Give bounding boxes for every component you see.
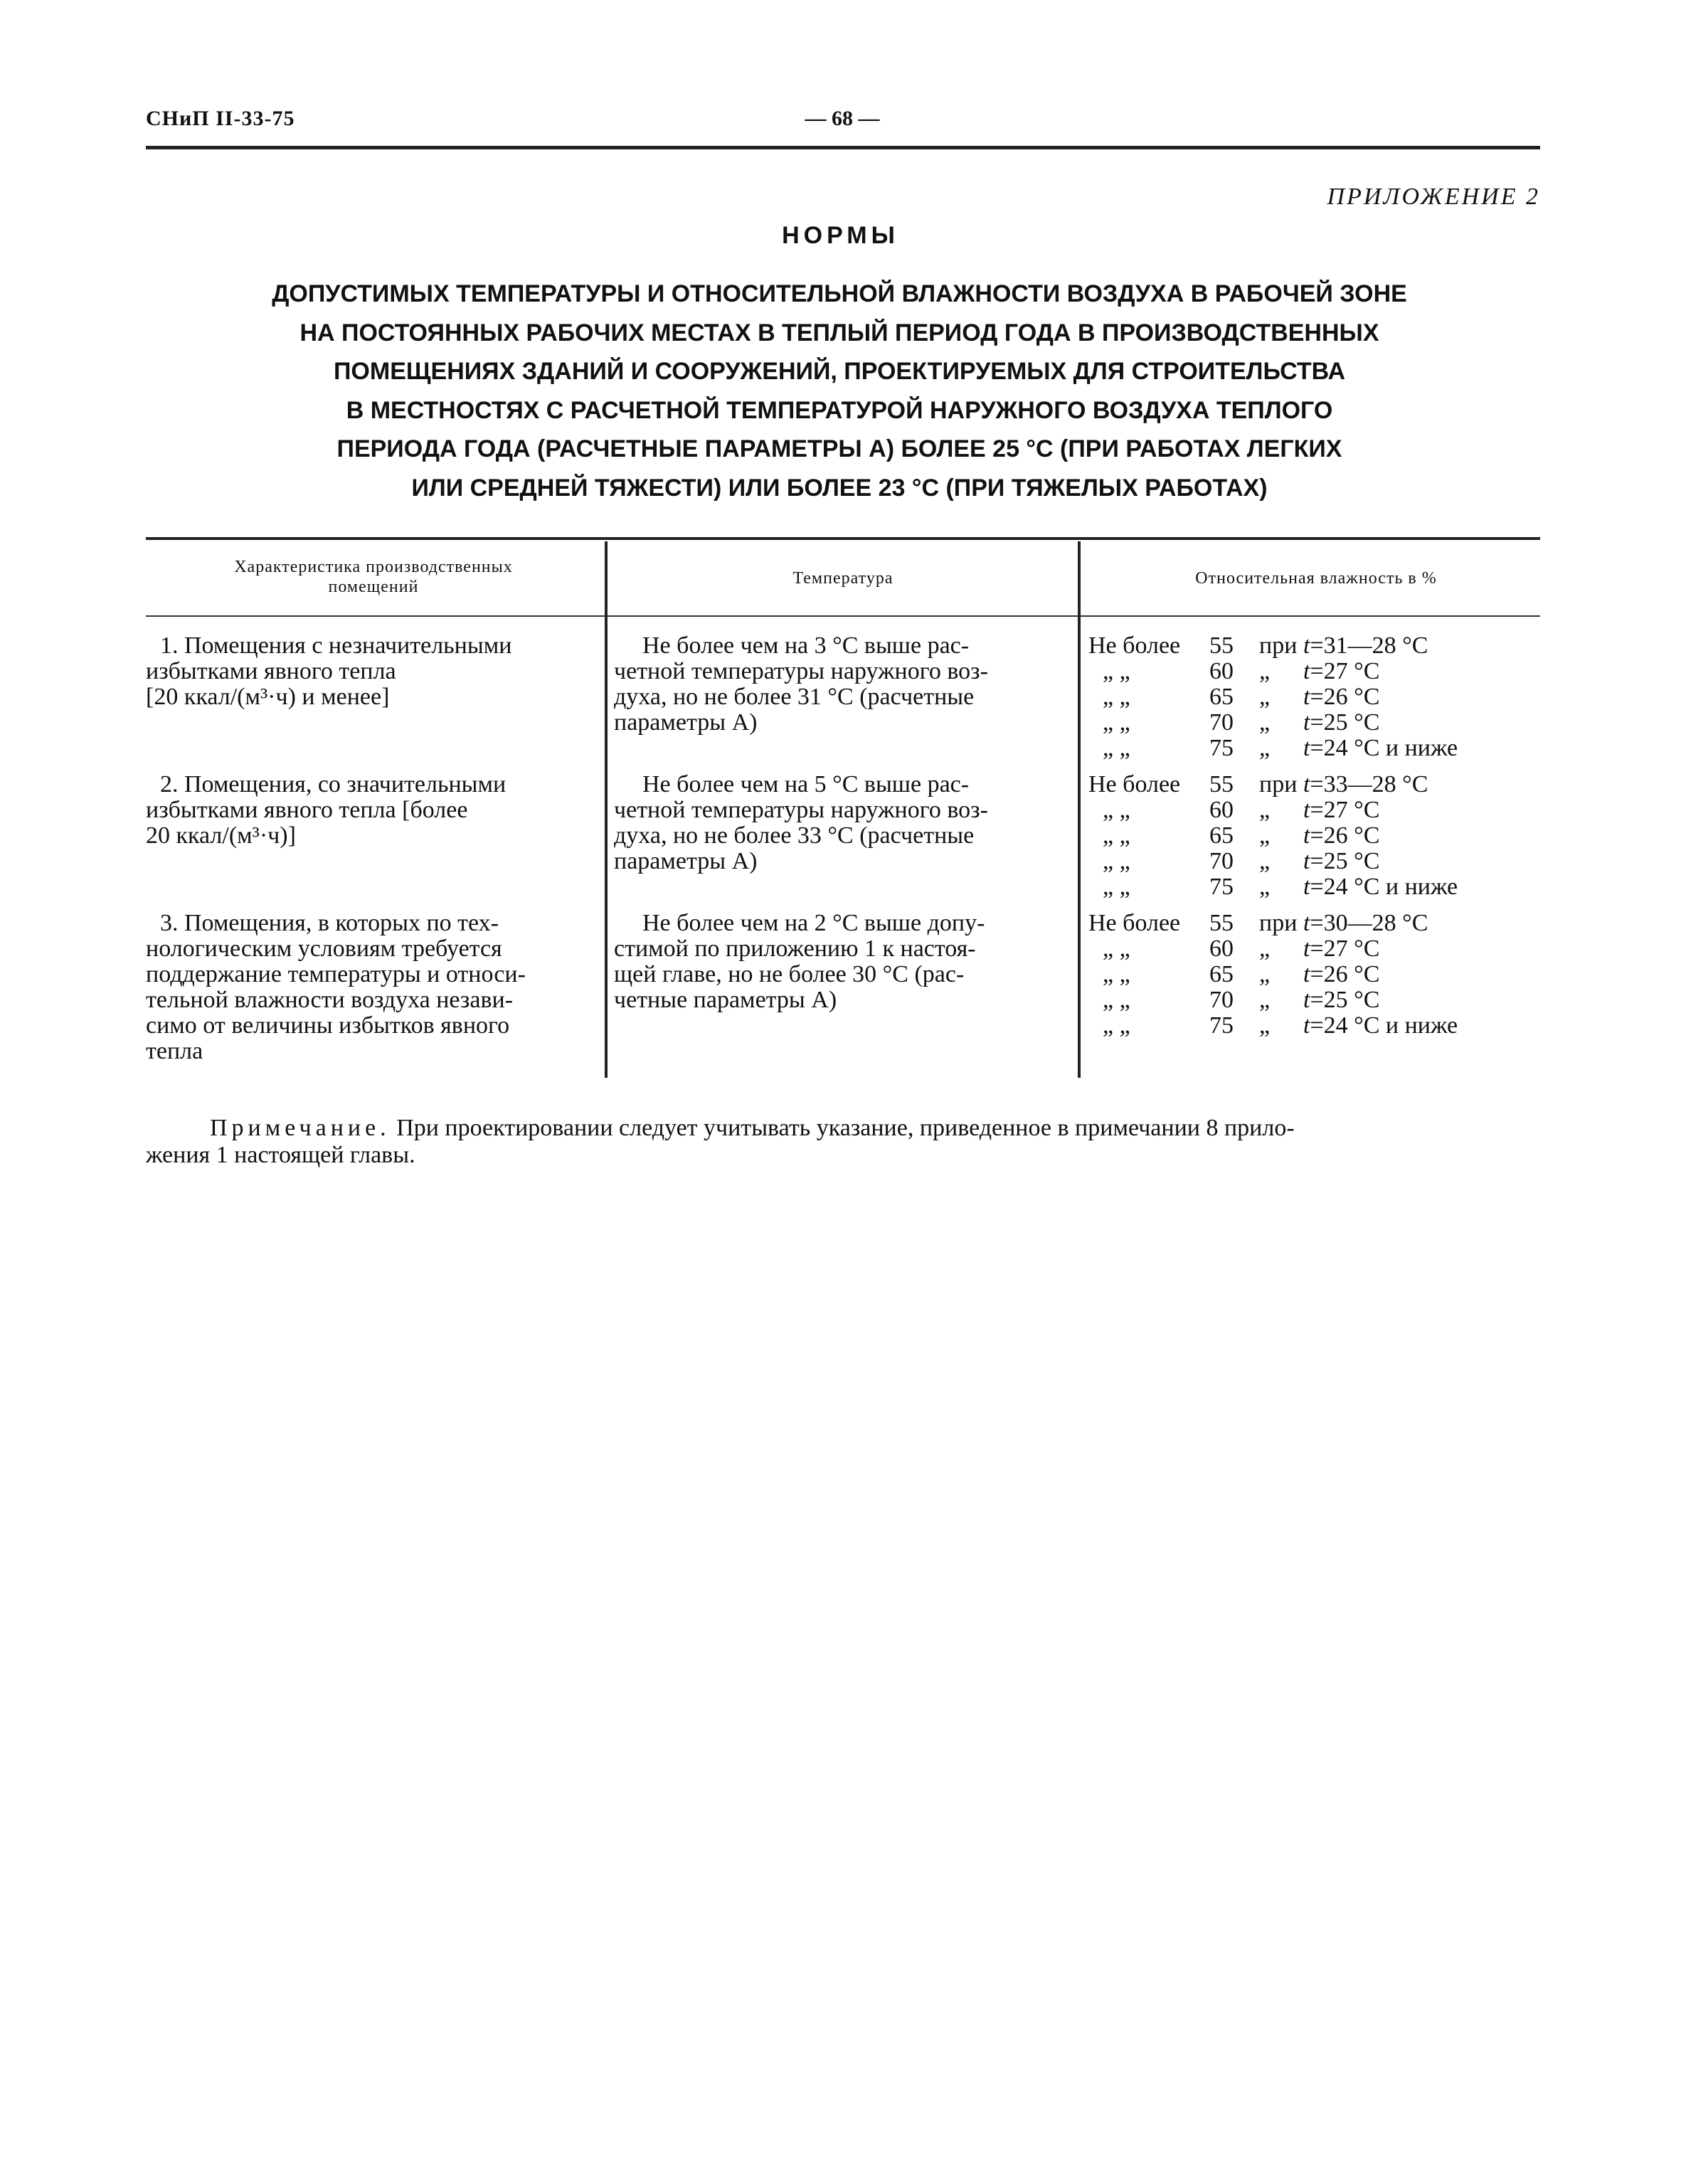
cell-line: тельной влажности воздуха незави-	[146, 987, 514, 1013]
cell-line: нологическим условиям требуется	[146, 935, 502, 962]
humidity-line	[1088, 874, 1544, 900]
note-label: Примечание.	[210, 1115, 391, 1141]
humidity-prefix: „ „	[1103, 797, 1130, 823]
doc-code: СНиП II-33-75	[146, 107, 295, 130]
temperature-symbol: t	[1303, 910, 1310, 936]
table-top-rule	[146, 537, 1540, 540]
header-rule	[146, 146, 1540, 149]
humidity-pri: „	[1259, 822, 1271, 849]
header-humidity: Относительная влажность в %	[1195, 569, 1437, 588]
header-characteristic-line: помещений	[328, 578, 419, 596]
humidity-line	[1088, 849, 1544, 874]
humidity-condition: =24 °С и ниже	[1310, 735, 1458, 761]
humidity-condition: =31—28 °С	[1310, 632, 1428, 659]
temperature-symbol: t	[1303, 632, 1310, 659]
humidity-line	[1088, 987, 1544, 1013]
humidity-condition: =27 °С	[1310, 935, 1380, 962]
humidity-line	[1088, 962, 1544, 987]
cell-line: параметры А)	[614, 709, 758, 736]
humidity-prefix: „ „	[1103, 658, 1130, 684]
humidity-condition: =26 °С	[1310, 822, 1380, 849]
humidity-pri: „	[1259, 684, 1271, 710]
humidity-prefix: Не более	[1088, 771, 1181, 797]
cell-line: четной температуры наружного воз-	[614, 658, 988, 684]
cell-line: избытками явного тепла [более	[146, 797, 468, 823]
temperature-symbol: t	[1303, 961, 1310, 987]
humidity-pri: „	[1259, 935, 1271, 962]
row-2-temperature	[614, 772, 1073, 874]
row-3-temperature	[614, 911, 1073, 1013]
humidity-value: 65	[1209, 961, 1234, 987]
humidity-prefix: „ „	[1103, 735, 1130, 761]
humidity-prefix: „ „	[1103, 848, 1130, 874]
humidity-prefix: „ „	[1103, 1012, 1130, 1039]
temperature-symbol: t	[1303, 987, 1310, 1013]
humidity-prefix: Не более	[1088, 910, 1181, 936]
temperature-symbol: t	[1303, 735, 1310, 761]
humidity-prefix: „ „	[1103, 961, 1130, 987]
humidity-prefix: „ „	[1103, 987, 1130, 1013]
humidity-line	[1088, 633, 1544, 659]
row-1-humidity	[1088, 633, 1544, 761]
humidity-value: 70	[1209, 709, 1234, 736]
cell-line: четные параметры А)	[614, 987, 837, 1013]
cell-line: 20 ккал/(м³·ч)]	[146, 822, 296, 849]
temperature-symbol: t	[1303, 848, 1310, 874]
humidity-value: 70	[1209, 848, 1234, 874]
humidity-pri: „	[1259, 797, 1271, 823]
column-divider	[1078, 541, 1081, 1078]
note-text: При проектировании следует учитывать указание, приведенное в примечании 8 прило-	[396, 1115, 1295, 1141]
humidity-value: 55	[1209, 632, 1234, 659]
humidity-value: 65	[1209, 822, 1234, 849]
document-subtitle	[178, 275, 1501, 507]
humidity-line	[1088, 1013, 1544, 1039]
subtitle-line: ИЛИ СРЕДНЕЙ ТЯЖЕСТИ) ИЛИ БОЛЕЕ 23 °С (ПРИ ТЯЖЕЛЫХ РАБОТАХ)	[411, 474, 1268, 502]
subtitle-line: ДОПУСТИМЫХ ТЕМПЕРАТУРЫ И ОТНОСИТЕЛЬНОЙ ВЛАЖНОСТИ ВОЗДУХА В РАБОЧЕЙ ЗОНЕ	[272, 280, 1407, 307]
cell-line: духа, но не более 31 °С (расчетные	[614, 684, 975, 710]
row-2-characteristic	[146, 772, 595, 849]
humidity-pri: „	[1259, 987, 1271, 1013]
humidity-prefix: „ „	[1103, 709, 1130, 736]
humidity-prefix: „ „	[1103, 684, 1130, 710]
humidity-value: 65	[1209, 684, 1234, 710]
temperature-symbol: t	[1303, 684, 1310, 710]
humidity-condition: =30—28 °С	[1310, 910, 1428, 936]
cell-line: Не более чем на 3 °С выше рас-	[642, 632, 970, 659]
humidity-condition: =27 °С	[1310, 797, 1380, 823]
cell-line: стимой по приложению 1 к настоя-	[614, 935, 976, 962]
cell-line: тепла	[146, 1038, 203, 1064]
cell-line: четной температуры наружного воз-	[614, 797, 988, 823]
humidity-condition: =33—28 °С	[1310, 771, 1428, 797]
temperature-symbol: t	[1303, 1012, 1310, 1039]
humidity-line	[1088, 710, 1544, 736]
humidity-pri: „	[1259, 1012, 1271, 1039]
humidity-line	[1088, 936, 1544, 962]
document-title: НОРМЫ	[782, 222, 899, 249]
humidity-pri: при	[1259, 632, 1298, 659]
cell-line: симо от величины избытков явного	[146, 1012, 510, 1039]
humidity-prefix: „ „	[1103, 935, 1130, 962]
table-header-rule	[146, 615, 1540, 617]
cell-line: [20 ккал/(м³·ч) и менее]	[146, 684, 390, 710]
humidity-condition: =24 °С и ниже	[1310, 1012, 1458, 1039]
cell-line: щей главе, но не более 30 °С (рас-	[614, 961, 965, 987]
cell-line: Не более чем на 2 °С выше допу-	[642, 910, 985, 936]
cell-line: духа, но не более 33 °С (расчетные	[614, 822, 975, 849]
humidity-value: 75	[1209, 874, 1234, 900]
row-1-characteristic	[146, 633, 595, 710]
temperature-symbol: t	[1303, 822, 1310, 849]
temperature-symbol: t	[1303, 658, 1310, 684]
row-1-temperature	[614, 633, 1073, 736]
cell-line: Не более чем на 5 °С выше рас-	[642, 771, 970, 797]
humidity-pri: при	[1259, 910, 1298, 936]
cell-line: 2. Помещения, со значительными	[160, 771, 507, 797]
header-characteristic-line: Характеристика производственных	[234, 558, 513, 576]
humidity-pri: „	[1259, 874, 1271, 900]
cell-line: 1. Помещения с незначительными	[160, 632, 512, 659]
humidity-value: 60	[1209, 935, 1234, 962]
humidity-pri: „	[1259, 848, 1271, 874]
humidity-line	[1088, 823, 1544, 849]
humidity-value: 75	[1209, 1012, 1234, 1039]
temperature-symbol: t	[1303, 771, 1310, 797]
humidity-value: 60	[1209, 797, 1234, 823]
temperature-symbol: t	[1303, 709, 1310, 736]
note-text-continued: жения 1 настоящей главы.	[146, 1142, 415, 1168]
subtitle-line: ПОМЕЩЕНИЯХ ЗДАНИЙ И СООРУЖЕНИЙ, ПРОЕКТИРУЕМЫХ ДЛЯ СТРОИТЕЛЬСТВА	[333, 358, 1346, 385]
row-2-humidity	[1088, 772, 1544, 900]
humidity-prefix: „ „	[1103, 874, 1130, 900]
row-3-humidity	[1088, 911, 1544, 1039]
temperature-symbol: t	[1303, 935, 1310, 962]
row-3-characteristic	[146, 911, 595, 1064]
humidity-condition: =26 °С	[1310, 961, 1380, 987]
header-temperature: Температура	[792, 569, 893, 588]
humidity-value: 75	[1209, 735, 1234, 761]
humidity-condition: =25 °С	[1310, 709, 1380, 736]
page-number: — 68 —	[805, 107, 880, 130]
subtitle-line: В МЕСТНОСТЯХ С РАСЧЕТНОЙ ТЕМПЕРАТУРОЙ НАРУЖНОГО ВОЗДУХА ТЕПЛОГО	[346, 396, 1333, 424]
cell-line: 3. Помещения, в которых по тех-	[160, 910, 499, 936]
cell-line: параметры А)	[614, 848, 758, 874]
humidity-prefix: Не более	[1088, 632, 1181, 659]
humidity-line	[1088, 684, 1544, 710]
subtitle-line: НА ПОСТОЯННЫХ РАБОЧИХ МЕСТАХ В ТЕПЛЫЙ ПЕРИОД ГОДА В ПРОИЗВОДСТВЕННЫХ	[299, 319, 1379, 346]
humidity-line	[1088, 911, 1544, 936]
appendix-label: ПРИЛОЖЕНИЕ 2	[1327, 184, 1540, 210]
humidity-condition: =24 °С и ниже	[1310, 874, 1458, 900]
subtitle-line: ПЕРИОДА ГОДА (РАСЧЕТНЫЕ ПАРАМЕТРЫ А) БОЛЕЕ 25 °С (ПРИ РАБОТАХ ЛЕГКИХ	[336, 435, 1342, 462]
humidity-value: 55	[1209, 910, 1234, 936]
humidity-condition: =26 °С	[1310, 684, 1380, 710]
header-characteristic	[160, 557, 587, 597]
temperature-symbol: t	[1303, 874, 1310, 900]
humidity-line	[1088, 797, 1544, 823]
humidity-pri: „	[1259, 658, 1271, 684]
norms-table	[146, 537, 1540, 1078]
humidity-pri: „	[1259, 735, 1271, 761]
cell-line: избытками явного тепла	[146, 658, 396, 684]
humidity-line	[1088, 772, 1544, 797]
column-divider	[605, 541, 608, 1078]
table-note	[146, 1115, 1540, 1169]
temperature-symbol: t	[1303, 797, 1310, 823]
humidity-line	[1088, 736, 1544, 761]
humidity-prefix: „ „	[1103, 822, 1130, 849]
page-header	[146, 107, 1539, 149]
humidity-value: 55	[1209, 771, 1234, 797]
humidity-pri: „	[1259, 709, 1271, 736]
cell-line: поддержание температуры и относи-	[146, 961, 526, 987]
humidity-condition: =25 °С	[1310, 987, 1380, 1013]
humidity-condition: =27 °С	[1310, 658, 1380, 684]
humidity-line	[1088, 659, 1544, 684]
humidity-condition: =25 °С	[1310, 848, 1380, 874]
humidity-value: 60	[1209, 658, 1234, 684]
humidity-pri: при	[1259, 771, 1298, 797]
humidity-pri: „	[1259, 961, 1271, 987]
humidity-value: 70	[1209, 987, 1234, 1013]
